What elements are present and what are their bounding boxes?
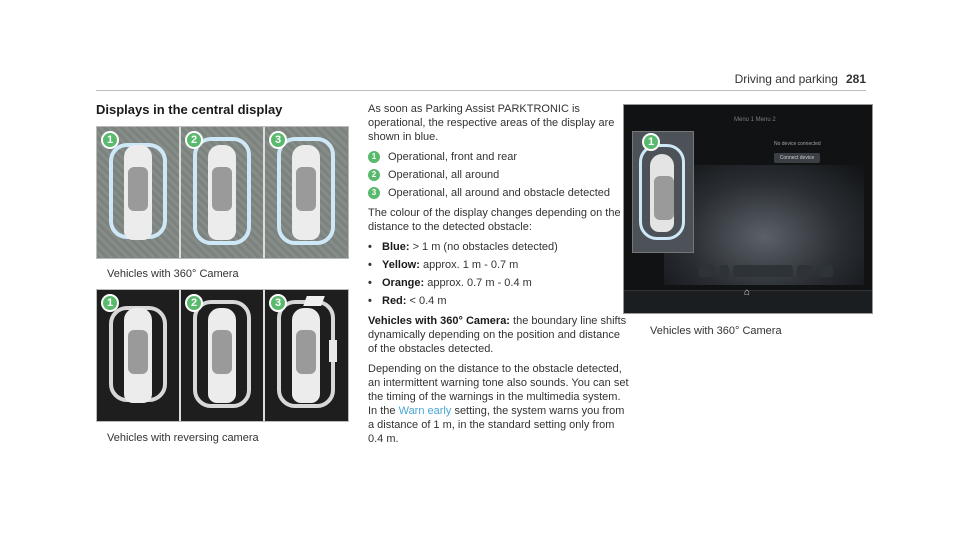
- colour-item: • Yellow: approx. 1 m - 0.7 m: [368, 259, 519, 271]
- list-item: 3 Operational, all around and obstacle detected: [368, 186, 630, 200]
- home-icon: ⌂: [744, 287, 751, 298]
- figure-cell-1: [97, 127, 179, 258]
- figure-cell-2: [181, 290, 263, 421]
- warn-early-setting[interactable]: Warn early: [398, 405, 452, 417]
- badge-2: 2: [185, 294, 203, 312]
- screen-dock: [699, 265, 849, 281]
- car-icon: [292, 308, 320, 403]
- running-header: [735, 72, 866, 86]
- obstacle-marker: [303, 296, 325, 306]
- screen-note: No device connected: [774, 141, 821, 147]
- obstacle-marker: [329, 340, 337, 362]
- caption-reversing-camera: Vehicles with reversing camera: [107, 432, 259, 444]
- section-title: Displays in the central display: [96, 102, 283, 117]
- badge-1: 1: [368, 151, 380, 163]
- figure-cell-3: [265, 290, 347, 421]
- camera-view: [632, 131, 694, 253]
- badge-1: 1: [101, 294, 119, 312]
- badge-2: 2: [368, 169, 380, 181]
- colour-item: • Red: < 0.4 m: [368, 295, 447, 307]
- intro-paragraph: As soon as Parking Assist PARKTRONIC is operational, the respective areas of the display are shown in blue.: [368, 103, 615, 143]
- caption-360-camera-screen: Vehicles with 360° Camera: [650, 325, 782, 337]
- badge-3: 3: [368, 187, 380, 199]
- colour-item: • Blue: > 1 m (no obstacles detected): [368, 241, 558, 253]
- body-text: [368, 102, 630, 452]
- colour-item: • Orange: approx. 0.7 m - 0.4 m: [368, 277, 532, 289]
- list-item: 1 Operational, front and rear: [368, 150, 630, 164]
- figure-cell-2: [181, 127, 263, 258]
- screen-menu: Menu 1 Menu 2: [734, 117, 776, 123]
- badge-1: 1: [101, 131, 119, 149]
- car-icon: [650, 154, 674, 232]
- connect-device-button: Connect device: [774, 153, 820, 163]
- car-icon: [124, 308, 152, 403]
- car-icon: [124, 145, 152, 240]
- header-rule: [96, 90, 866, 91]
- camera-paragraph: Vehicles with 360° Camera: the boundary line shifts dynamically depending on the position and distance of the obstacles detected.: [368, 315, 627, 355]
- figure-reversing-camera: [96, 289, 349, 422]
- badge-3: 3: [269, 131, 287, 149]
- colour-intro: The colour of the display changes depending on the distance to the detected obstacle:: [368, 207, 621, 233]
- badge-2: 2: [185, 131, 203, 149]
- badge-3: 3: [269, 294, 287, 312]
- caption-360-camera: Vehicles with 360° Camera: [107, 268, 239, 280]
- car-icon: [208, 308, 236, 403]
- figure-cell-1: [97, 290, 179, 421]
- page-number: 281: [845, 72, 866, 86]
- list-item: 2 Operational, all around: [368, 168, 630, 182]
- car-icon: [292, 145, 320, 240]
- header-section: Driving and parking: [734, 72, 838, 86]
- car-icon: [208, 145, 236, 240]
- badge-1: 1: [642, 133, 660, 151]
- multimedia-screen-image: [623, 104, 873, 314]
- figure-cell-3: [265, 127, 347, 258]
- warning-paragraph: Depending on the distance to the obstacle detected, an intermittent warning tone also sounds. You can set the timing of the warnings in the multimedia system. In the Warn early setting, the system warns you from a distance of 1 m, in the standard setting only from 0.4 m.: [368, 363, 629, 445]
- figure-360-camera: [96, 126, 349, 259]
